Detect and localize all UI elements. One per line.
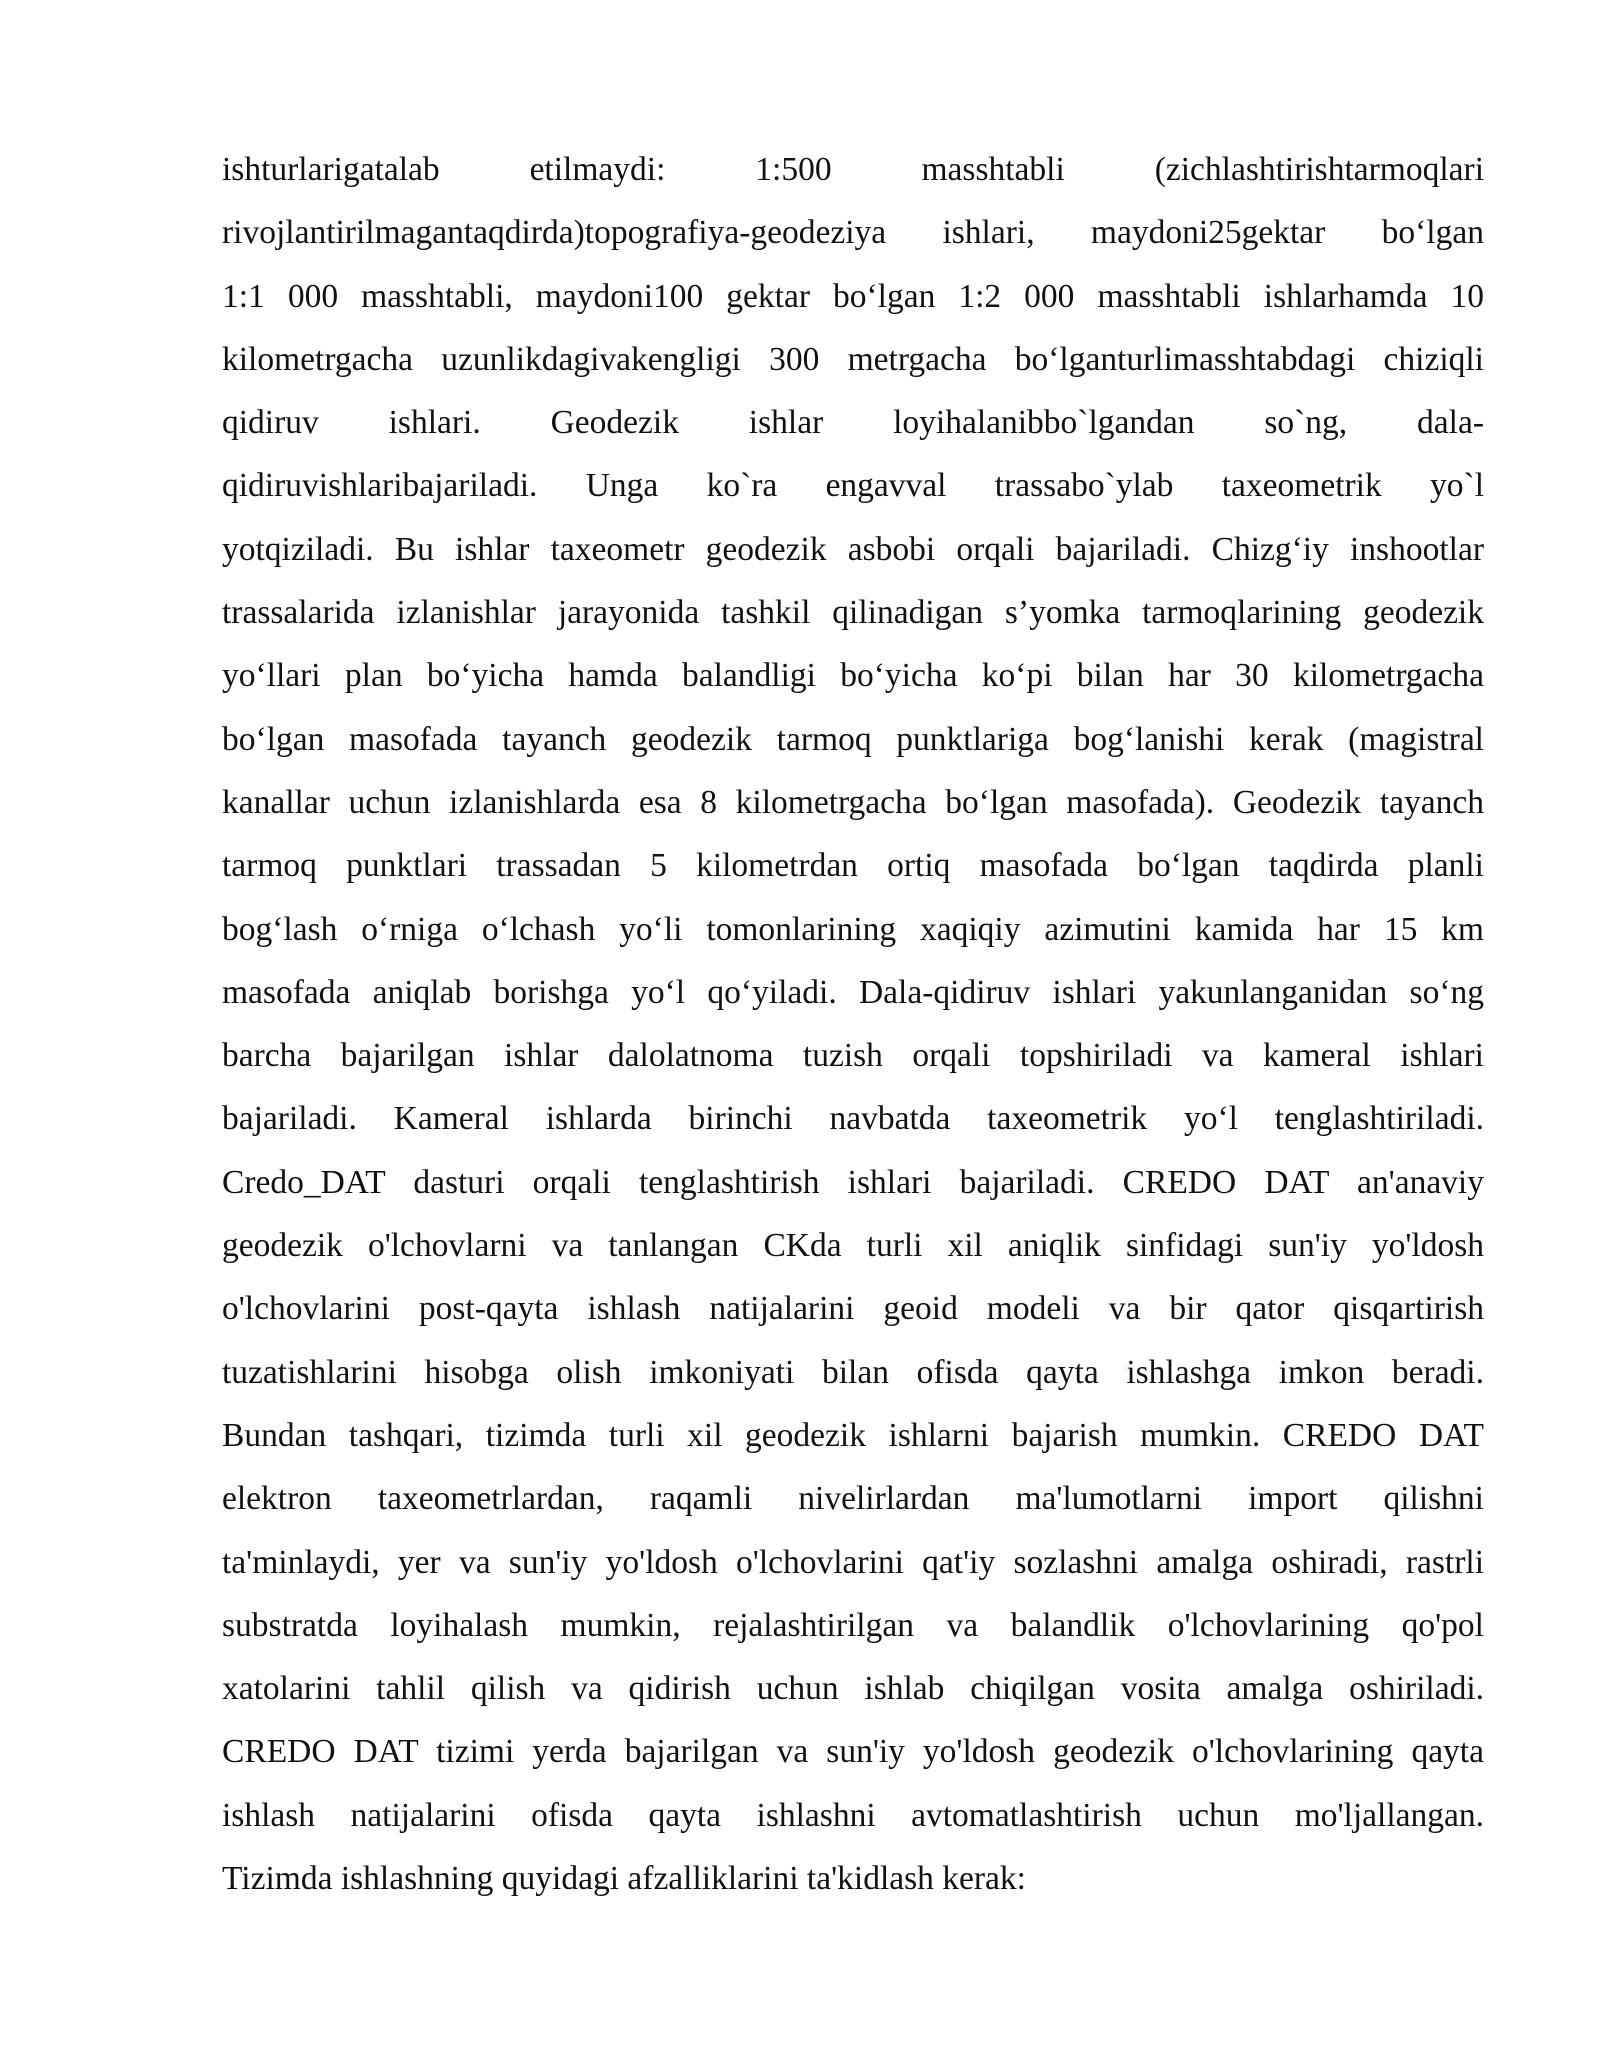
text-line: xatolarini tahlil qilish va qidirish uchun ishlab chiqilgan vosita amalga oshiriladi. — [222, 1670, 1484, 1708]
text-line: Credo_DAT dasturi orqali tenglashtirish ishlari bajariladi. CREDO DAT an'anaviy — [222, 1163, 1484, 1201]
text-line: bog‘lash o‘rniga o‘lchash yo‘li tomonlarining xaqiqiy azimutini kamida har 15 km — [222, 910, 1484, 948]
text-line: masofada aniqlab borishga yo‘l qo‘yiladi. Dala-qidiruv ishlari yakunlanganidan so‘ng — [222, 973, 1484, 1011]
text-line: substratda loyihalash mumkin, rejalashtirilgan va balandlik o'lchovlarining qo'pol — [222, 1606, 1484, 1644]
text-line: ta'minlaydi, yer va sun'iy yo'ldosh o'lchovlarini qat'iy sozlashni amalga oshiradi, rastrli — [222, 1543, 1484, 1581]
text-line: kanallar uchun izlanishlarda esa 8 kilometrgacha bo‘lgan masofada). Geodezik tayanch — [222, 783, 1484, 821]
text-line: bajariladi. Kameral ishlarda birinchi navbatda taxeometrik yo‘l tenglashtiriladi. — [222, 1100, 1484, 1138]
text-line: tuzatishlarini hisobga olish imkoniyati bilan ofisda qayta ishlashga imkon beradi. — [222, 1353, 1484, 1391]
text-line: qidiruv ishlari. Geodezik ishlar loyihalanibbo`lgandan so`ng, dala- — [222, 404, 1484, 442]
text-line: ishlash natijalarini ofisda qayta ishlashni avtomatlashtirish uchun mo'ljallangan. — [222, 1796, 1484, 1834]
text-line: 1:1 000 masshtabli, maydoni100 gektar bo‘lgan 1:2 000 masshtabli ishlarhamda 10 — [222, 277, 1484, 315]
text-line: geodezik o'lchovlarni va tanlangan CKda turli xil aniqlik sinfidagi sun'iy yo'ldosh — [222, 1227, 1484, 1265]
text-line: yo‘llari plan bo‘yicha hamda balandligi bo‘yicha ko‘pi bilan har 30 kilometrgacha — [222, 657, 1484, 695]
text-line: tarmoq punktlari trassadan 5 kilometrdan ortiq masofada bo‘lgan taqdirda planli — [222, 847, 1484, 885]
text-line: barcha bajarilgan ishlar dalolatnoma tuzish orqali topshiriladi va kameral ishlari — [222, 1037, 1484, 1075]
text-line-last: Tizimda ishlashning quyidagi afzalliklarini ta'kidlash kerak: — [222, 1860, 1026, 1898]
text-line: kilometrgacha uzunlikdagivakengligi 300 metrgacha bo‘lganturlimasshtabdagi chiziqli — [222, 340, 1484, 378]
body-paragraph — [222, 138, 1484, 1910]
text-line: o'lchovlarini post-qayta ishlash natijalarini geoid modeli va bir qator qisqartirish — [222, 1290, 1484, 1328]
text-line: bo‘lgan masofada tayanch geodezik tarmoq punktlariga bog‘lanishi kerak (magistral — [222, 720, 1484, 758]
text-line: CREDO DAT tizimi yerda bajarilgan va sun'iy yo'ldosh geodezik o'lchovlarining qayta — [222, 1733, 1484, 1771]
text-line: rivojlantirilmagantaqdirda)topografiya-geodeziya ishlari, maydoni25gektar bo‘lgan — [222, 214, 1484, 252]
text-line: ishturlarigatalab etilmaydi: 1:500 masshtabli (zichlashtirishtarmoqlari — [222, 151, 1484, 188]
text-line: elektron taxeometrlardan, raqamli nivelirlardan ma'lumotlarni import qilishni — [222, 1480, 1484, 1518]
text-line: yotqiziladi. Bu ishlar taxeometr geodezik asbobi orqali bajariladi. Chizg‘iy inshootlar — [222, 530, 1484, 568]
text-line: Bundan tashqari, tizimda turli xil geodezik ishlarni bajarish mumkin. CREDO DAT — [222, 1416, 1484, 1454]
text-line: qidiruvishlaribajariladi. Unga ko`ra engavval trassabo`ylab taxeometrik yo`l — [222, 467, 1484, 505]
text-line: trassalarida izlanishlar jarayonida tashkil qilinadigan s’yomka tarmoqlarining geodezik — [222, 594, 1484, 632]
